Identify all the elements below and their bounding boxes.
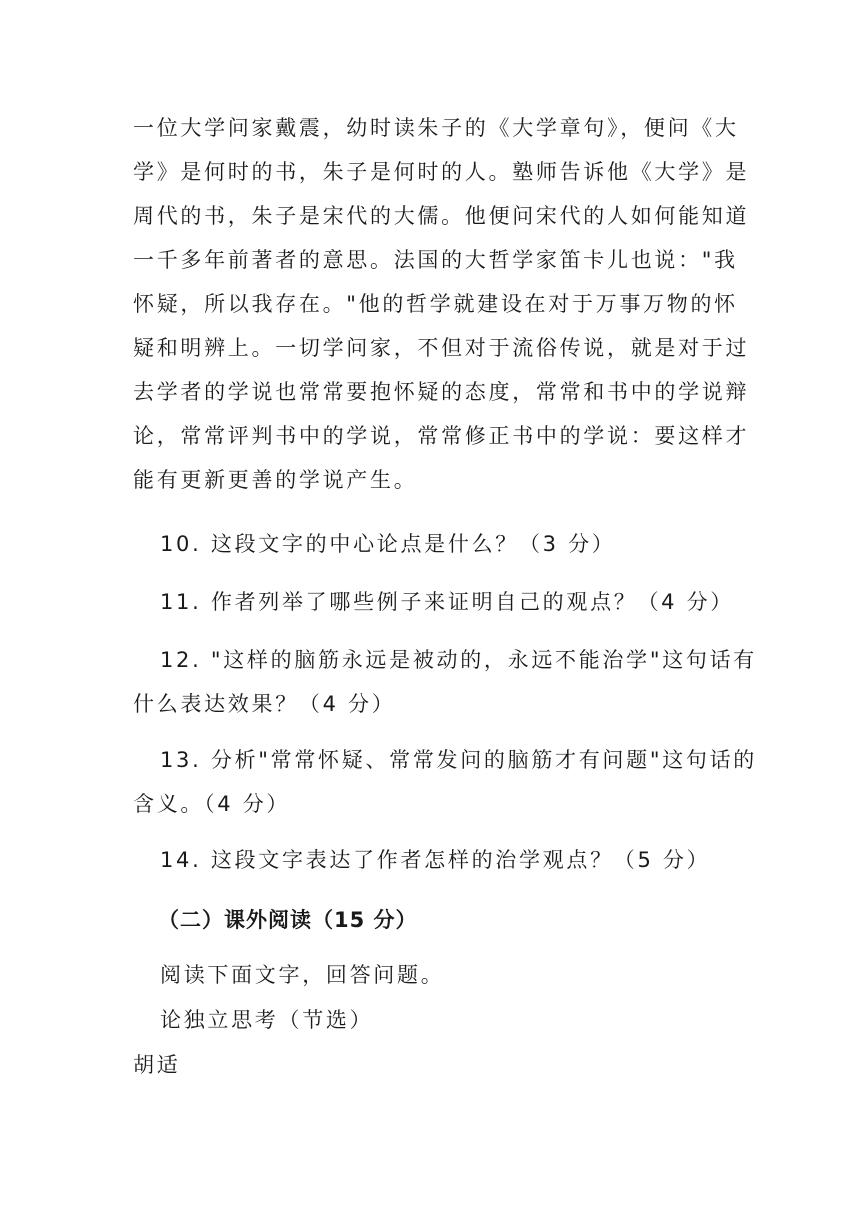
question-14: 14. 这段文字表达了作者怎样的治学观点？（5 分） (160, 848, 711, 872)
passage-line: 疑和明辨上。一切学问家，不但对于流俗传说，就是对于过 (133, 336, 750, 360)
passage-line: 怀疑，所以我存在。"他的哲学就建设在对于万事万物的怀 (133, 292, 738, 316)
question-11: 11. 作者列举了哪些例子来证明自己的观点？（4 分） (160, 590, 735, 614)
passage-line: 能有更新更善的学说产生。 (133, 468, 418, 492)
passage-line: 去学者的学说也常常要抱怀疑的态度，常常和书中的学说辩 (133, 380, 750, 404)
passage-line: 学》是何时的书，朱子是何时的人。塾师告诉他《大学》是 (133, 160, 750, 184)
section-title: （二）课外阅读（15 分） (158, 908, 418, 932)
passage-line: 论，常常评判书中的学说，常常修正书中的学说：要这样才 (133, 424, 750, 448)
passage-line: 一位大学问家戴震，幼时读朱子的《大学章句》，便问《大 (133, 116, 739, 140)
question-10: 10. 这段文字的中心论点是什么？（3 分） (160, 532, 616, 556)
article-author: 胡适 (133, 1053, 181, 1077)
question-12: 12. "这样的脑筋永远是被动的，永远不能治学"这句话有 (160, 648, 757, 672)
passage-line: 周代的书，朱子是宋代的大儒。他便问宋代的人如何能知道 (133, 204, 750, 228)
section-instruction: 阅读下面文字，回答问题。 (160, 963, 445, 987)
question-13: 13. 分析"常常怀疑、常常发问的脑筋才有问题"这句话的 (160, 748, 757, 772)
question-12-continued: 什么表达效果？（4 分） (133, 692, 396, 716)
passage-line: 一千多年前著者的意思。法国的大哲学家笛卡儿也说："我 (133, 248, 738, 272)
question-13-continued: 含义。（4 分） (133, 792, 291, 816)
article-title: 论独立思考（节选） (160, 1008, 374, 1032)
